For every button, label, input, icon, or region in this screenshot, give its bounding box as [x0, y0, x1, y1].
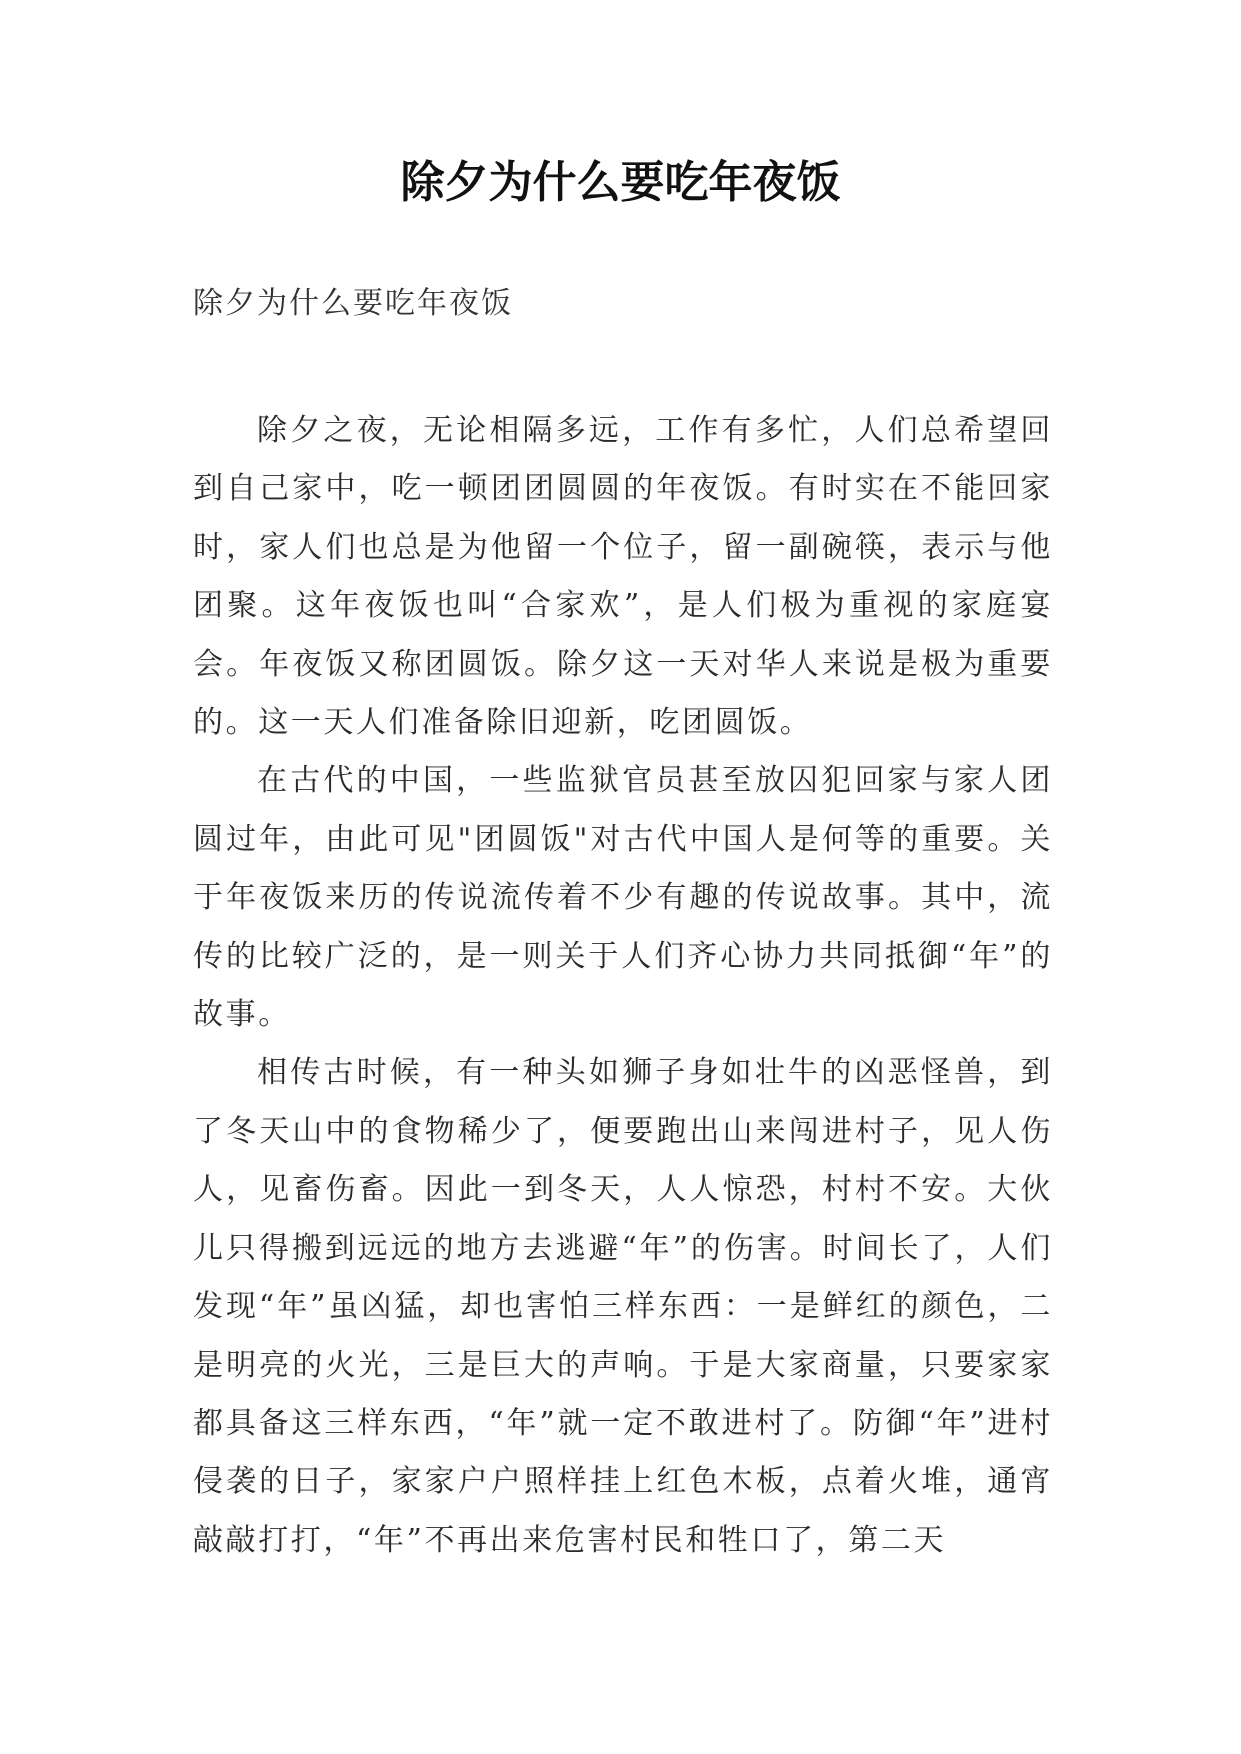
paragraph: 相传古时候，有一种头如狮子身如壮牛的凶恶怪兽，到了冬天山中的食物稀少了，便要跑出山来闯进村子，见人伤人，见畜伤畜。因此一到冬天，人人惊恐，村村不安。大伙儿只得搬到远远的地方去逃避“年”的伤害。时间长了，人们发现“年”虽凶猛，却也害怕三样东西：一是鲜红的颜色，二是明亮的火光，三是巨大的声响。于是大家商量，只要家家都具备这三样东西，“年”就一定不敢进村了。防御“年”进村侵袭的日子，家家户户照样挂上红色木板，点着火堆，通宵敲敲打打，“年”不再出来危害村民和牲口了，第二天: [193, 1055, 1053, 1558]
document-body: [193, 402, 1053, 1570]
paragraph: 除夕之夜，无论相隔多远，工作有多忙，人们总希望回到自己家中，吃一顿团团圆圆的年夜饭。有时实在不能回家时，家人们也总是为他留一个位子，留一副碗筷，表示与他团聚。这年夜饭也叫“合家欢”，是人们极为重视的家庭宴会。年夜饭又称团圆饭。除夕这一天对华人来说是极为重要的。这一天人们准备除旧迎新，吃团圆饭。: [193, 413, 1053, 741]
paragraph: 在古代的中国，一些监狱官员甚至放囚犯回家与家人团圆过年，由此可见"团圆饭"对古代中国人是何等的重要。关于年夜饭来历的传说流传着不少有趣的传说故事。其中，流传的比较广泛的，是一则关于人们齐心协力共同抵御“年”的故事。: [193, 763, 1053, 1033]
document-title: 除夕为什么要吃年夜饭: [400, 157, 841, 208]
document-subtitle: 除夕为什么要吃年夜饭: [193, 286, 513, 321]
